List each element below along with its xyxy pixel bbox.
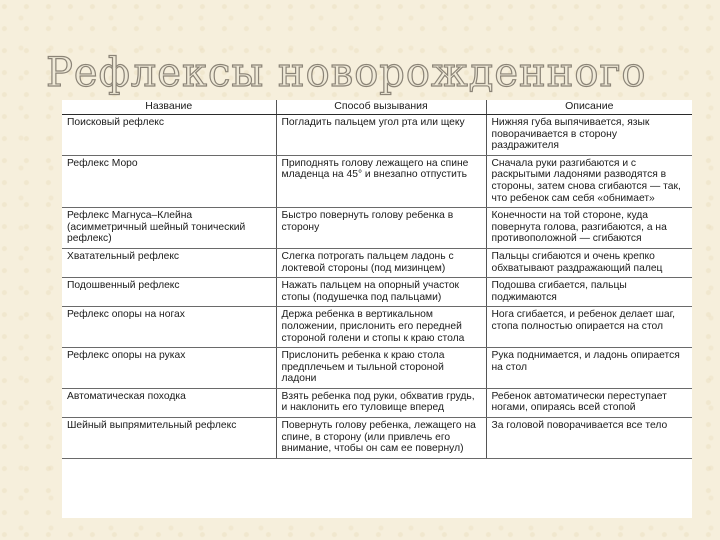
reflex-name-cell: Подошвенный рефлекс [62, 278, 276, 307]
reflex-description-cell: Подошва сгибается, пальцы поджимаются [486, 278, 692, 307]
reflex-method-cell: Быстро повернуть голову ребенка в сторону [276, 208, 486, 249]
header-row [62, 100, 692, 115]
table-row [62, 418, 692, 459]
column-header-name: Название [62, 100, 276, 115]
reflex-description-cell: Нижняя губа выпячивается, язык поворачивается в сторону раздражителя [486, 115, 692, 156]
table-row [62, 388, 692, 417]
reflex-method-cell: Взять ребенка под руки, обхватив грудь, и наклонить его туловище вперед [276, 388, 486, 417]
table-row [62, 307, 692, 348]
column-header-description: Описание [486, 100, 692, 115]
reflex-table [62, 100, 692, 459]
reflex-name-cell: Рефлекс Моро [62, 155, 276, 207]
table-row [62, 278, 692, 307]
column-header-method: Способ вызывания [276, 100, 486, 115]
reflex-name-cell: Автоматическая походка [62, 388, 276, 417]
reflex-name-cell: Рефлекс опоры на руках [62, 348, 276, 389]
table-header [62, 100, 692, 115]
table-row [62, 348, 692, 389]
reflex-description-cell: Сначала руки разгибаются и с раскрытыми ладонями разводятся в стороны, затем снова сгибаются — так, что ребенок сам себя «обнимает» [486, 155, 692, 207]
reflex-description-cell: Ребенок автоматически переступает ногами, опираясь всей стопой [486, 388, 692, 417]
reflex-method-cell: Слегка потрогать пальцем ладонь с локтевой стороны (под мизинцем) [276, 248, 486, 277]
reflex-name-cell: Рефлекс Магнуса–Клейна (асимметричный шейный тонический рефлекс) [62, 208, 276, 249]
reflex-description-cell: Конечности на той стороне, куда повернута голова, разгибаются, а на противоположной — сгибаются [486, 208, 692, 249]
reflex-method-cell: Повернуть голову ребенка, лежащего на спине, в сторону (или привлечь его внимание, чтобы он сам ее повернул) [276, 418, 486, 459]
reflex-name-cell: Поисковый рефлекс [62, 115, 276, 156]
reflex-name-cell: Шейный выпрямительный рефлекс [62, 418, 276, 459]
reflex-method-cell: Погладить пальцем угол рта или щеку [276, 115, 486, 156]
reflex-method-cell: Держа ребенка в вертикальном положении, прислонить его передней стороной голени и стопы к краю стола [276, 307, 486, 348]
reflex-method-cell: Приподнять голову лежащего на спине младенца на 45° и внезапно отпустить [276, 155, 486, 207]
reflex-name-cell: Рефлекс опоры на ногах [62, 307, 276, 348]
reflex-method-cell: Прислонить ребенка к краю стола предплечьем и тыльной стороной ладони [276, 348, 486, 389]
reflex-description-cell: За головой поворачивается все тело [486, 418, 692, 459]
table-body [62, 115, 692, 459]
reflex-description-cell: Рука поднимается, и ладонь опирается на стол [486, 348, 692, 389]
table-row [62, 208, 692, 249]
table-row [62, 155, 692, 207]
reflex-table-card [62, 100, 692, 518]
reflex-description-cell: Пальцы сгибаются и очень крепко обхватывают раздражающий палец [486, 248, 692, 277]
table-row [62, 248, 692, 277]
reflex-description-cell: Нога сгибается, и ребенок делает шаг, стопа полностью опирается на стол [486, 307, 692, 348]
slide-title: Рефлексы новорожденного [46, 50, 647, 96]
reflex-name-cell: Хватательный рефлекс [62, 248, 276, 277]
table-row [62, 115, 692, 156]
reflex-method-cell: Нажать пальцем на опорный участок стопы (подушечка под пальцами) [276, 278, 486, 307]
